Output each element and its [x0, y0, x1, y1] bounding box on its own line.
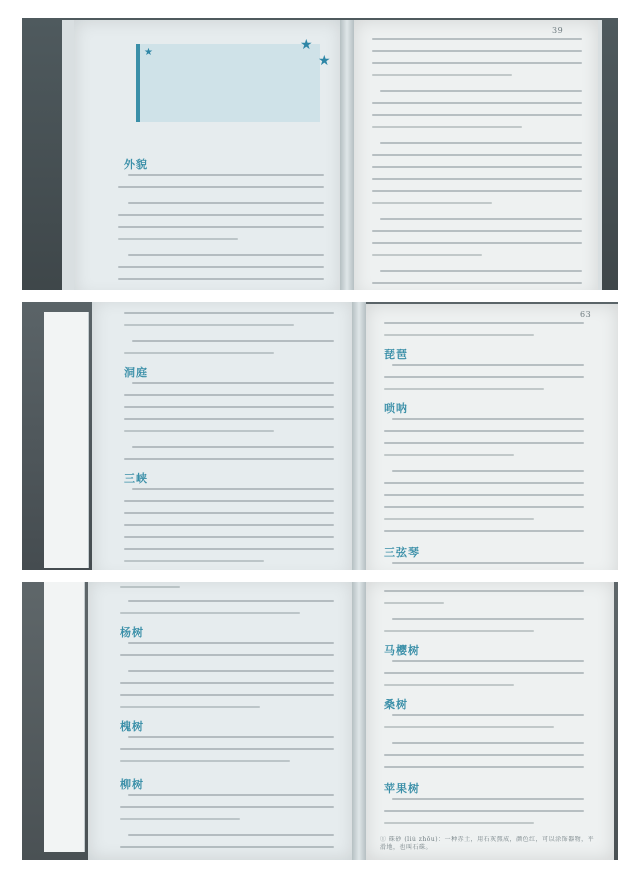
text-line	[120, 612, 300, 614]
text-line	[128, 254, 324, 256]
text-line	[384, 590, 584, 592]
text-line	[384, 630, 534, 632]
text-line	[372, 38, 582, 40]
text-line	[124, 500, 334, 502]
text-line	[392, 364, 584, 366]
text-line	[384, 726, 554, 728]
text-line	[384, 334, 534, 336]
text-line	[372, 178, 582, 180]
text-line	[384, 530, 584, 532]
text-line	[132, 488, 334, 490]
text-line	[128, 202, 324, 204]
text-line	[380, 142, 582, 144]
section-heading: 洞庭	[124, 366, 148, 379]
text-line	[124, 548, 334, 550]
text-line	[120, 706, 260, 708]
text-line	[392, 418, 584, 420]
section-heading: 苹果树	[384, 782, 420, 795]
text-line	[132, 446, 334, 448]
right-page	[354, 20, 598, 298]
text-line	[124, 394, 334, 396]
text-line	[120, 586, 180, 588]
text-line	[384, 494, 584, 496]
text-line	[128, 736, 334, 738]
text-line	[372, 114, 582, 116]
side-book	[44, 582, 85, 852]
text-line	[124, 418, 334, 420]
text-line	[384, 322, 584, 324]
text-line	[120, 760, 290, 762]
text-line	[118, 266, 324, 268]
text-line	[120, 748, 334, 750]
text-line	[384, 810, 584, 812]
text-line	[128, 834, 334, 836]
text-line	[120, 682, 334, 684]
text-line	[384, 672, 584, 674]
text-line	[124, 406, 334, 408]
text-line	[124, 430, 274, 432]
section-heading: 三弦琴	[384, 546, 420, 559]
text-line	[372, 254, 482, 256]
text-line	[384, 684, 514, 686]
text-line	[372, 74, 512, 76]
section-heading: 外貌	[124, 158, 148, 171]
text-line	[124, 536, 334, 538]
book-gutter	[340, 20, 354, 298]
text-line	[124, 524, 334, 526]
text-line	[372, 282, 582, 284]
text-line	[372, 202, 492, 204]
text-line	[392, 714, 584, 716]
star-icon: ★	[318, 53, 331, 69]
text-line	[392, 660, 584, 662]
text-line	[124, 458, 334, 460]
title-box	[136, 44, 320, 122]
text-line	[118, 186, 324, 188]
left-page	[74, 20, 342, 298]
text-line	[128, 174, 324, 176]
section-heading: 唢呐	[384, 402, 408, 415]
footnote: ① 硃砂 (liú zhōu)：一种赤土，用石灰熬成，颜色红，可以涂饰器物，平滑地，也叫石硃。	[380, 836, 595, 851]
side-book	[44, 312, 89, 568]
panel-divider	[0, 570, 640, 582]
text-line	[118, 226, 324, 228]
text-line	[120, 654, 334, 656]
text-line	[372, 242, 582, 244]
text-line	[384, 430, 584, 432]
text-line	[128, 642, 334, 644]
section-heading: 三峡	[124, 472, 148, 485]
text-line	[384, 754, 584, 756]
text-line	[372, 50, 582, 52]
star-icon: ★	[300, 37, 313, 53]
section-heading: 杨树	[120, 626, 144, 639]
photo-panel-bottom	[22, 578, 618, 860]
section-heading: 琵琶	[384, 348, 408, 361]
text-line	[384, 454, 514, 456]
book-gutter	[352, 578, 366, 860]
photo-panel-top	[22, 18, 618, 300]
book-gutter	[352, 298, 366, 580]
text-line	[384, 602, 444, 604]
text-line	[372, 62, 582, 64]
section-heading: 柳树	[120, 778, 144, 791]
text-line	[128, 600, 334, 602]
text-line	[384, 376, 584, 378]
section-heading: 马樱树	[384, 644, 420, 657]
text-line	[118, 238, 238, 240]
text-line	[124, 312, 334, 314]
text-line	[392, 618, 584, 620]
text-line	[392, 470, 584, 472]
text-line	[120, 818, 240, 820]
text-line	[384, 388, 544, 390]
text-line	[380, 270, 582, 272]
page-number: 63	[580, 310, 592, 319]
page-number: 39	[552, 26, 564, 35]
text-line	[392, 798, 584, 800]
text-line	[118, 214, 324, 216]
text-line	[124, 512, 334, 514]
text-line	[128, 670, 334, 672]
left-page	[88, 578, 354, 860]
star-icon: ★	[144, 47, 153, 58]
text-line	[120, 694, 334, 696]
text-line	[132, 382, 334, 384]
text-line	[132, 340, 334, 342]
text-line	[372, 154, 582, 156]
text-line	[384, 442, 584, 444]
section-heading: 桑树	[384, 698, 408, 711]
text-line	[124, 560, 264, 562]
right-page	[366, 580, 614, 860]
text-line	[124, 324, 294, 326]
text-line	[384, 506, 584, 508]
text-line	[392, 742, 584, 744]
text-line	[120, 806, 334, 808]
text-line	[384, 482, 584, 484]
text-line	[372, 166, 582, 168]
text-line	[372, 190, 582, 192]
left-page	[92, 298, 354, 580]
panel-divider	[0, 290, 640, 302]
text-line	[384, 766, 584, 768]
text-line	[392, 562, 584, 564]
text-line	[118, 278, 324, 280]
text-line	[384, 518, 534, 520]
text-line	[372, 102, 582, 104]
section-heading: 槐树	[120, 720, 144, 733]
text-line	[372, 126, 522, 128]
text-line	[380, 218, 582, 220]
photo-panel-middle	[22, 298, 618, 580]
text-line	[120, 846, 334, 848]
text-line	[384, 822, 534, 824]
text-line	[128, 794, 334, 796]
right-page	[366, 304, 618, 580]
text-line	[372, 230, 582, 232]
text-line	[124, 352, 274, 354]
text-line	[380, 90, 582, 92]
